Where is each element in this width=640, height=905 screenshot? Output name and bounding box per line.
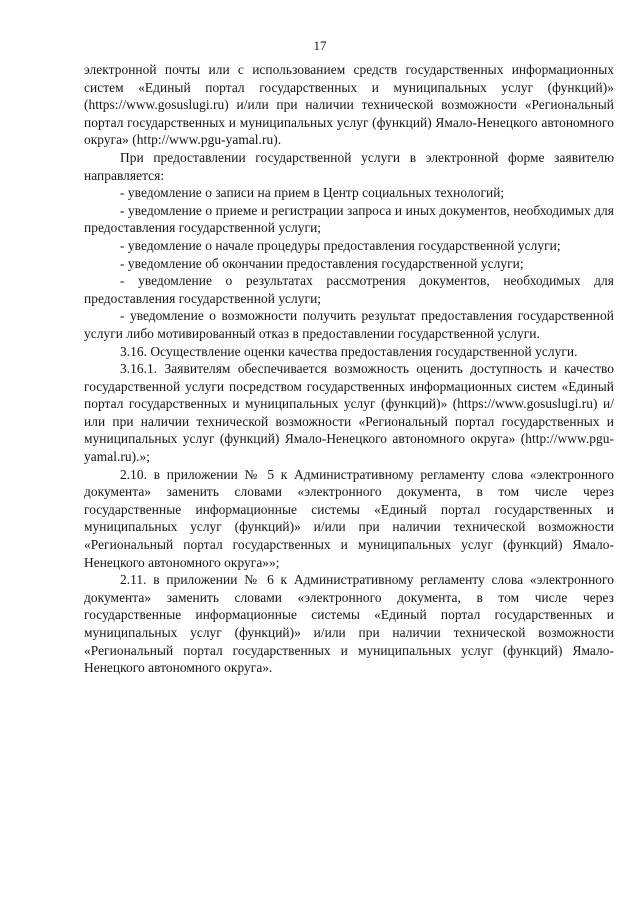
paragraph-email-channels: электронной почты или с использованием средств государственных информационных систем «Единый портал государственных и муниципальных услуг (функций)» (https://www.gosuslugi.ru) и/или при наличии технической возможности «Региональный портал государственных и муниципальных услуг (функций) Ямало-Ненецкого автономного округа» (http://www.pgu-yamal.ru).: [84, 62, 614, 148]
list-item-result-availability-notice: - уведомление о возможности получить результат предоставления государственной услуги либо мотивированный отказ в предоставлении государственной услуги.: [84, 308, 614, 341]
section-3-16-heading: 3.16. Осуществление оценки качества предоставления государственной услуги.: [120, 343, 578, 359]
page-number: 17: [313, 38, 327, 53]
section-2-11-paragraph: 2.11. в приложении № 6 к Административному регламенту слова «электронного документа» заменить словами «электронного документа, в том числе через государственные информационные системы «Единый портал государственных и муниципальных услуг (функций)» и/или при наличии технической возможности «Региональный портал государственных и муниципальных услуг (функций) Ямало-Ненецкого автономного округа».: [84, 572, 614, 676]
document-body: [84, 61, 614, 677]
list-item-procedure-end-notice: - уведомление об окончании предоставления государственной услуги;: [120, 255, 524, 271]
paragraph-notifications-intro: При предоставлении государственной услуги в электронной форме заявителю направляется:: [84, 149, 614, 183]
list-item-procedure-start-notice: - уведомление о начале процедуры предоставления государственной услуги;: [120, 237, 561, 253]
section-3-16-1-paragraph: 3.16.1. Заявителям обеспечивается возможность оценить доступность и качество государственной услуги посредством государственных информационных систем «Единый портал государственных и муниципальных услуг (функций)» (https://www.gosuslugi.ru) и/или при наличии технической возможности «Региональный портал государственных и муниципальных услуг (функций) Ямало-Ненецкого автономного округа» (http://www.pgu-yamal.ru).»;: [84, 361, 614, 465]
list-item-appointment-notice: - уведомление о записи на прием в Центр социальных технологий;: [120, 185, 505, 201]
section-2-10-paragraph: 2.10. в приложении № 5 к Административному регламенту слова «электронного документа» заменить словами «электронного документа, в том числе через государственные информационные системы «Единый портал государственных и муниципальных услуг (функций)» и/или при наличии технической возможности «Региональный портал государственных и муниципальных услуг (функций) Ямало-Ненецкого автономного округа»»;: [84, 466, 614, 570]
list-item-review-results-notice: - уведомление о результатах рассмотрения документов, необходимых для предоставления государственной услуги;: [84, 273, 614, 306]
list-item-registration-notice: - уведомление о приеме и регистрации запроса и иных документов, необходимых для предоставления государственной услуги;: [84, 202, 614, 236]
